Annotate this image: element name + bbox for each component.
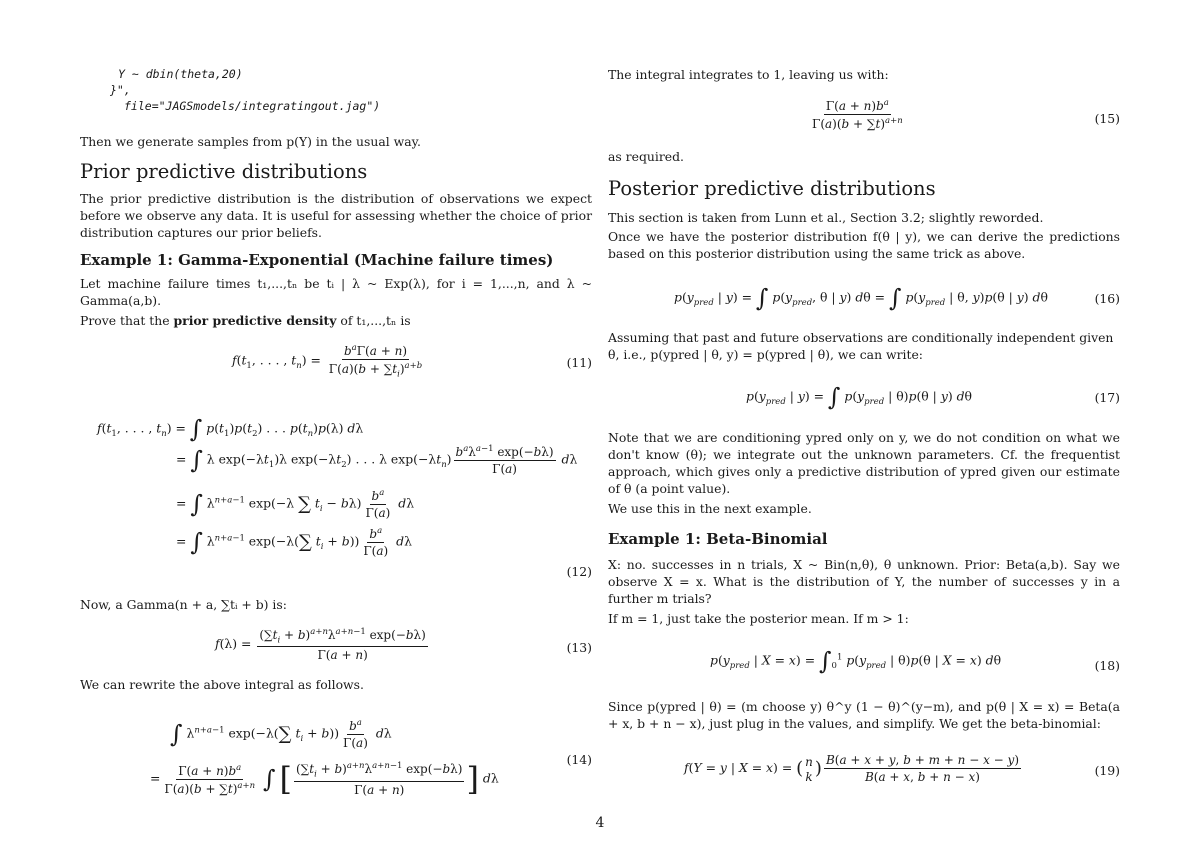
equation-16: $p(y_{pred}$ | y) = ∫ $p(y_{pred}$, θ | y) dθ = ∫ $p(y_{pred}$ | θ, y)p(θ | y) dθ bbox=[674, 284, 1048, 312]
paragraph: This section is taken from Lunn et al., Section 3.2; slightly reworded. bbox=[608, 210, 1044, 225]
paragraph: Now, a Gamma(n + a, ∑tᵢ + b) is: bbox=[80, 597, 287, 612]
equation-18: $p(y_{pred}$ | $X = x) = \int_0^1$ $p(y_{pred}$ | θ)p(θ | X = x) dθ bbox=[710, 647, 1002, 675]
equation-number: (19) bbox=[1094, 763, 1120, 778]
code-line: file="JAGSmodels/integratingout.jag") bbox=[124, 99, 381, 113]
equation-14-line: ∫ $\lambda^{n+a-1}$ exp(−λ(∑ $t_i + b$)) $\frac{b^a}{\Gamma(a)}$ dλ bbox=[170, 718, 392, 750]
paragraph: Note that we are conditioning ypred only on y, we do not condition on what we don't know (θ); we integrate out the unknown parameters. Cf. the frequentist approach, which gives only a predictive distribution of ypred given our estimate of θ (a point value). bbox=[608, 430, 1120, 496]
section-heading: Prior predictive distributions bbox=[80, 160, 368, 183]
bold-term: prior predictive density bbox=[173, 313, 337, 328]
equation-13: f(λ) = $\frac{(\sum t_i + b)^{a+n}\lambda^{a+n-1} \exp(-b\lambda)}{\Gamma(a + n)}$ bbox=[215, 627, 426, 663]
paragraph: Then we generate samples from p(Y) in the usual way. bbox=[80, 134, 421, 149]
equation-12-line: $f(t_1$, . . . , $t_n$) = ∫ $p(t_1)p(t_2)$ . . . $p(t_n)p(\lambda)$ dλ bbox=[97, 415, 364, 443]
equation-15: $\frac{\Gamma(a + n)b^a}{\Gamma(a)(b + \sum t)^{a+n}}$ bbox=[812, 98, 903, 131]
code-line: }", bbox=[110, 83, 131, 97]
equation-12-line: = ∫ $\lambda^{n+a-1}$ exp(−λ ∑ $t_i - b\lambda$) $\frac{b^a}{\Gamma(a)}$ dλ bbox=[176, 488, 415, 520]
subsection-heading: Example 1: Beta-Binomial bbox=[608, 530, 828, 548]
equation-number: (18) bbox=[1094, 658, 1120, 673]
paragraph: Let machine failure times t₁,...,tₙ be tᵢ | λ ~ Exp(λ), for i = 1,...,n, and λ ~ Gamma(a,b). bbox=[80, 276, 592, 308]
paragraph: We can rewrite the above integral as follows. bbox=[80, 677, 364, 692]
text: Prove that the bbox=[80, 313, 174, 328]
equation-12-line: = ∫ λ $\exp(-\lambda t_1)\lambda$ $\exp(-\lambda t_2)$ . . . λ $\exp(-\lambda t_n)$ $\frac{b^a\lambda^{a-1} \exp(-b\lambda)}{\Gamma(a)}$ dλ bbox=[176, 444, 578, 476]
paragraph bbox=[80, 312, 592, 329]
equation-number: (13) bbox=[566, 640, 592, 655]
equation-17: $p(y_{pred}$ | y) = ∫ $p(y_{pred}$ | θ)p(θ | y) dθ bbox=[746, 383, 972, 411]
paragraph: X: no. successes in n trials, X ~ Bin(n,θ), θ unknown. Prior: Beta(a,b). Say we observe X = x. What is the distribution of Y, the number of successes y in a further m trials? bbox=[608, 557, 1120, 606]
equation-12-line: = ∫ $\lambda^{n+a-1}$ exp(−λ(∑ $t_i + b$)) $\frac{b^a}{\Gamma(a)}$ dλ bbox=[176, 526, 412, 558]
paragraph: Since p(ypred | θ) = (m choose y) θ^y (1 − θ)^(y−m), and p(θ | X = x) = Beta(a + x, b + n − x), just plug in the values, and simplify. We get the beta-binomial: bbox=[608, 699, 1120, 731]
equation-14-line: = $\frac{\Gamma(a + n)b^a}{\Gamma(a)(b + \sum t)^{a+n}}$ ∫ [ $\frac{(\sum t_i + b)^{a+n}\lambda^{a+n-1} \exp(-b\lambda)}{\Gamma(a + n)}$ ] dλ bbox=[150, 760, 499, 798]
paragraph: as required. bbox=[608, 149, 684, 164]
page-number: 4 bbox=[595, 815, 605, 831]
paragraph: Assuming that past and future observations are conditionally independent given θ, i.e., p(ypred | θ, y) = p(ypred | θ), we can write: bbox=[608, 330, 1114, 362]
equation-11: $f(t_1$, . . . , $t_n$) = $\frac{b^a\Gamma(a + n)}{\Gamma(a)(b + \sum t_i)^{a+b}}$ bbox=[232, 343, 423, 380]
paragraph: The integral integrates to 1, leaving us with: bbox=[608, 67, 889, 82]
equation-number: (16) bbox=[1094, 291, 1120, 306]
equation-number: (15) bbox=[1094, 111, 1120, 126]
equation-number: (12) bbox=[566, 564, 592, 579]
text: of t₁,...,tₙ is bbox=[336, 313, 411, 328]
equation-number: (11) bbox=[566, 355, 592, 370]
paragraph: If m = 1, just take the posterior mean. If m > 1: bbox=[608, 611, 909, 626]
equation-19: f(Y = y | X = x) = ( n k ) $\frac{B(a + x + y, b + m + n - x - y)}{B(a + x, b + n - x)}$ bbox=[684, 753, 1019, 784]
paragraph: Once we have the posterior distribution f(θ | y), we can derive the predictions based on this posterior distribution using the same trick as above. bbox=[608, 229, 1120, 261]
paragraph: We use this in the next example. bbox=[608, 501, 812, 516]
paragraph: The prior predictive distribution is the distribution of observations we expect before we observe any data. It is useful for assessing whether the choice of prior distribution captures our prior beliefs. bbox=[80, 191, 592, 240]
section-heading: Posterior predictive distributions bbox=[608, 177, 936, 200]
subsection-heading: Example 1: Gamma-Exponential (Machine failure times) bbox=[80, 251, 554, 269]
equation-number: (14) bbox=[566, 752, 592, 767]
code-line: Y ~ dbin(theta,20) bbox=[118, 67, 243, 81]
equation-number: (17) bbox=[1094, 390, 1120, 405]
